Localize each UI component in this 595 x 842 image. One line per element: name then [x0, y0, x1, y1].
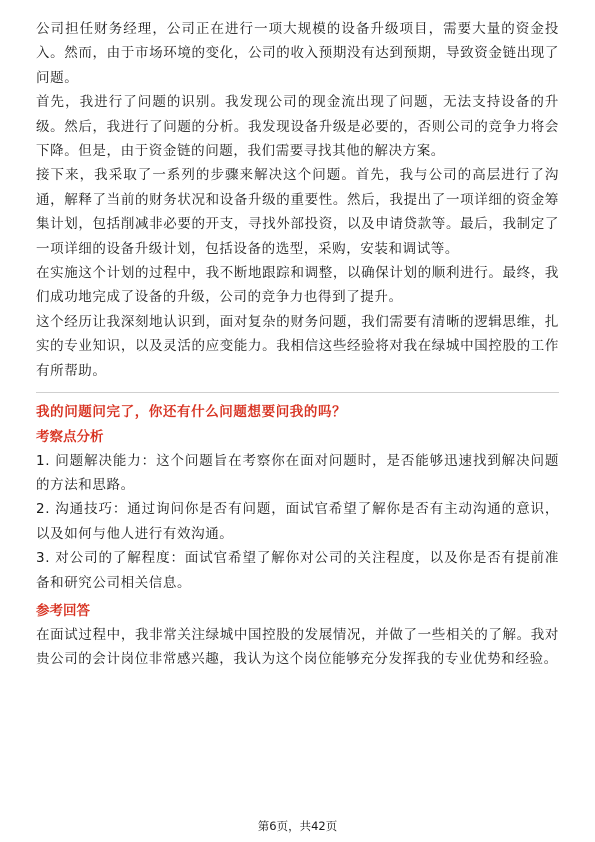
paragraph-context: 公司担任财务经理，公司正在进行一项大规模的设备升级项目，需要大量的资金投入。然而，由于市场环境的变化，公司的收入预期没有达到预期，导致资金链出现了问题。	[36, 21, 559, 86]
page-number-footer: 第6页，共42页	[257, 819, 338, 833]
answer-text: 在面试过程中，我非常关注绿城中国控股的发展情况，并做了一些相关的了解。我对贵公司的会计岗位非常感兴趣，我认为这个岗位能够充分发挥我的专业优势和经验。	[36, 626, 559, 668]
paragraph-identification: 首先，我进行了问题的识别。我发现公司的现金流出现了问题，无法支持设备的升级。然后，我进行了问题的分析。我发现设备升级是必要的，否则公司的竞争力将会下降。但是，由于资金链的问题，我们需要寻找其他的解决方案。	[36, 94, 559, 160]
analysis-item: 1. 问题解决能力：这个问题旨在考察你在面对问题时，是否能够迅速找到解决问题的方法和思路。	[36, 452, 559, 493]
page-content	[36, 17, 559, 672]
paragraph-implementation: 在实施这个计划的过程中，我不断地跟踪和调整，以确保计划的顺利进行。最终，我们成功地完成了设备的升级，公司的竞争力也得到了提升。	[36, 265, 559, 306]
paragraph-reflection: 这个经历让我深刻地认识到，面对复杂的财务问题，我们需要有清晰的逻辑思维，扎实的专业知识，以及灵活的应变能力。我相信这些经验将对我在绿城中国控股的工作有所帮助。	[36, 313, 559, 379]
question-title: 我的问题问完了，你还有什么问题想要问我的吗？	[36, 404, 347, 421]
analysis-item: 2. 沟通技巧：通过询问你是否有问题，面试官希望了解你是否有主动沟通的意识，以及如何与他人进行有效沟通。	[36, 501, 559, 542]
analysis-item: 3. 对公司的了解程度：面试官希望了解你对公司的关注程度，以及你是否有提前准备和研究公司相关信息。	[36, 550, 559, 591]
analysis-heading: 考察点分析	[36, 428, 104, 445]
answer-heading: 参考回答	[36, 602, 90, 619]
paragraph-steps: 接下来，我采取了一系列的步骤来解决这个问题。首先，我与公司的高层进行了沟通，解释了当前的财务状况和设备升级的重要性。然后，我提出了一项详细的资金筹集计划，包括削减非必要的开支，寻找外部投资，以及申请贷款等。最后，我制定了一项详细的设备升级计划，包括设备的选型，采购，安装和调试等。	[36, 167, 559, 257]
section-divider	[36, 392, 559, 393]
